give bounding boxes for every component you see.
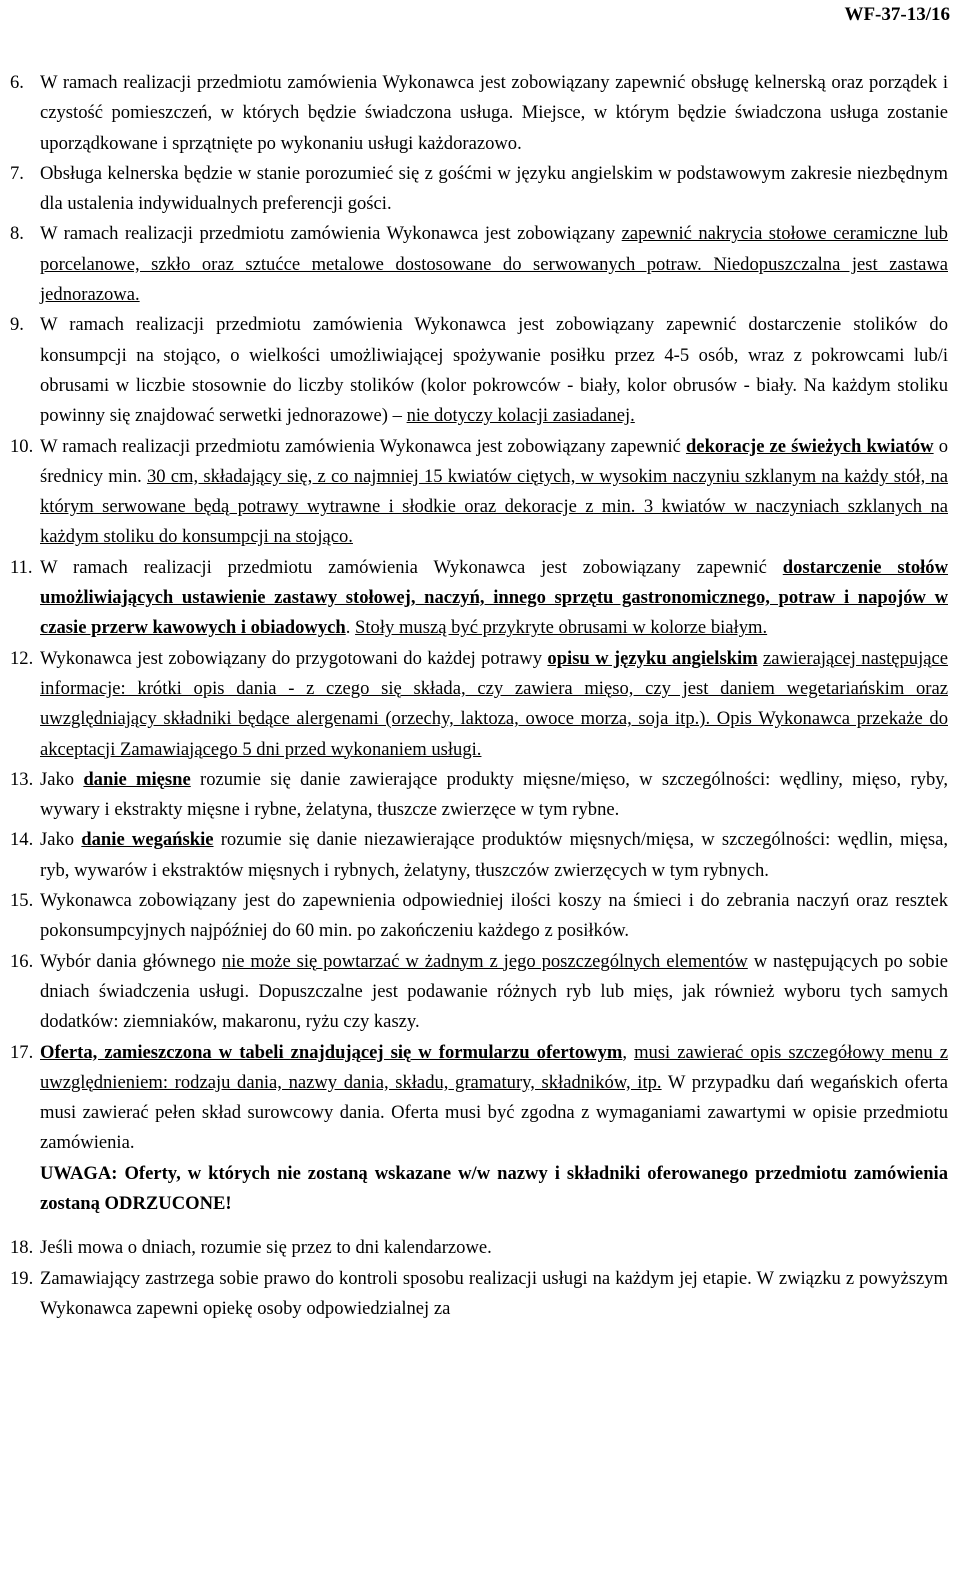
document-body	[0, 68, 960, 1324]
item-number: 12.	[10, 647, 34, 669]
list-item	[0, 1264, 960, 1325]
item-text: o średnicy min.	[40, 435, 948, 487]
item-number: 9.	[10, 314, 24, 336]
emphasized-text: 30 cm, składający się, z co najmniej 15 kwiatów ciętych, w wysokim naczyniu szklanym na każdy stół, na którym serwowane będą potrawy wytrawne i słodkie oraz dekoracje z min. 3 kwiatów w naczyniach szklanych na każdym stoliku do konsumpcji na stojąco.	[40, 465, 948, 548]
emphasized-text: opisu w języku angielskim	[547, 647, 758, 669]
item-text: Wykonawca jest zobowiązany do przygotowani do każdej potrawy	[40, 647, 548, 669]
item-text: W ramach realizacji przedmiotu zamówienia Wykonawca jest zobowiązany zapewnić	[40, 435, 686, 457]
item-text: W przypadku dań wegańskich oferta musi zawierać pełen skład surowcowy dania. Oferta musi być zgodna z wymaganiami zawartymi w opisie przedmiotu zamówienia.	[40, 1071, 949, 1154]
warning-note: UWAGA: Oferty, w których nie zostaną wskazane w/w nazwy i składniki oferowanego przedmiotu zamówienia zostaną ODRZUCONE!	[40, 1162, 948, 1214]
emphasized-text: dekoracje ze świeżych kwiatów	[685, 435, 934, 457]
item-number: 7.	[10, 162, 24, 184]
item-number: 6.	[10, 72, 24, 93]
list-item	[0, 1038, 960, 1220]
list-item	[0, 310, 960, 431]
list-item	[0, 68, 960, 159]
item-text: Obsługa kelnerska będzie w stanie porozumieć się z gośćmi w języku angielskim w podstawowym zakresie niezbędnym dla ustalenia indywidualnych preferencji gości.	[40, 162, 948, 215]
list-item	[0, 159, 960, 220]
item-text: Zamawiający zastrzega sobie prawo do kontroli sposobu realizacji usługi na każdym jej etapie. W związku z powyższym Wykonawca zapewni opiekę osoby odpowiedzialnej za	[40, 1267, 948, 1319]
item-number: 18.	[10, 1237, 34, 1259]
emphasized-text: Stoły muszą być przykryte obrusami w kolorze białym.	[355, 617, 768, 639]
item-text: w następujących po sobie dniach świadczenia usługi. Dopuszczalne jest podawanie różnych ryb lub mięs, jak również wyboru tych samych dodatków: ziemniaków, makaronu, ryżu czy kaszy.	[40, 950, 948, 1033]
item-text: W ramach realizacji przedmiotu zamówienia Wykonawca jest zobowiązany zapewnić	[40, 556, 783, 578]
list-item	[0, 886, 960, 947]
item-text: W ramach realizacji przedmiotu zamówienia Wykonawca jest zobowiązany	[40, 223, 622, 245]
emphasized-text: danie mięsne	[83, 768, 191, 790]
list-item	[0, 219, 960, 310]
item-text: .	[345, 617, 356, 639]
item-number: 10.	[10, 435, 34, 457]
emphasized-text: Oferta, zamieszczona w tabeli znajdującej się w formularzu ofertowym	[40, 1041, 623, 1063]
item-number: 13.	[10, 768, 34, 790]
item-text: rozumie się danie niezawierające produktów mięsnych/mięsa, w szczególności: wędlin, mięsa, ryb, wywarów i ekstraktów mięsnych i rybnych, żelatyny, tłuszczów zwierzęcych w tym rybnych.	[40, 829, 948, 881]
document-code: WF-37-13/16	[844, 4, 950, 25]
list-item	[0, 1233, 960, 1263]
list-item	[0, 553, 960, 644]
emphasized-text: nie może się powtarzać w żadnym z jego poszczególnych elementów	[221, 950, 748, 972]
item-text: Wybór dania głównego	[40, 950, 222, 972]
item-text: Jeśli mowa o dniach, rozumie się przez to dni kalendarzowe.	[40, 1237, 492, 1259]
list-item	[0, 644, 960, 765]
item-number: 11.	[10, 556, 33, 578]
emphasized-text: nie dotyczy kolacji zasiadanej.	[406, 405, 635, 427]
emphasized-text: zawierającej następujące informacje: krótki opis dania - z czego się składa, czy zawiera mięso, czy jest daniem wegetariańskim oraz uwzględniający składniki będące alergenami (orzechy, laktoza, owoce morza, soja itp.). Opis Wykonawca przekaże do akceptacji Zamawiającego 5 dni przed wykonaniem usługi.	[40, 647, 949, 760]
item-text: ,	[622, 1041, 635, 1063]
item-number: 19.	[10, 1267, 34, 1289]
spacer	[0, 1219, 960, 1233]
item-text: Jako	[40, 768, 84, 790]
emphasized-text: zapewnić nakrycia stołowe ceramiczne lub porcelanowe, szkło oraz sztućce metalowe dostosowane do serwowanych potraw. Niedopuszczalna jest zastawa jednorazowa.	[40, 223, 948, 306]
item-number: 17.	[10, 1041, 34, 1063]
item-number: 8.	[10, 223, 24, 245]
list-item	[0, 825, 960, 886]
list-item	[0, 765, 960, 826]
item-text: rozumie się danie zawierające produkty mięsne/mięso, w szczególności: wędliny, mięso, ryby, wywary i ekstrakty mięsne i rybne, żelatyna, tłuszcze zwierzęce w tym rybne.	[40, 768, 948, 821]
emphasized-text: musi zawierać opis szczegółowy menu z uwzględnieniem: rodzaju dania, nazwy dania, składu, gramatury, składników, itp.	[40, 1041, 949, 1093]
emphasized-text: dostarczenie stołów umożliwiających ustawienie zastawy stołowej, naczyń, innego sprzętu gastronomicznego, potraw i napojów w czasie przerw kawowych i obiadowych	[40, 556, 949, 639]
item-text: W ramach realizacji przedmiotu zamówienia Wykonawca jest zobowiązany zapewnić dostarczenie stolików do konsumpcji na stojąco, o wielkości umożliwiającej spożywanie posiłku przez 4-5 osób, wraz z pokrowcami lub/i obrusami w liczbie stosownie do liczby stolików (kolor pokrowców - biały, kolor obrusów - biały. Na każdym stoliku powinny się znajdować serwetki jednorazowe) –	[40, 314, 948, 427]
list-item	[0, 947, 960, 1038]
list-item	[0, 432, 960, 553]
item-number: 15.	[10, 890, 34, 912]
item-text: Wykonawca zobowiązany jest do zapewnienia odpowiedniej ilości koszy na śmieci i do zebrania naczyń oraz resztek pokonsumpcyjnych najpóźniej do 60 min. po zakończeniu każdego z posiłków.	[40, 890, 948, 942]
item-text: Jako	[40, 829, 82, 851]
item-number: 14.	[10, 829, 34, 851]
emphasized-text: danie wegańskie	[81, 829, 214, 851]
item-text: W ramach realizacji przedmiotu zamówienia Wykonawca jest zobowiązany zapewnić obsługę kelnerską oraz porządek i czystość pomieszczeń, w których będzie świadczona usługa. Miejsce, w którym będzie świadczona usługa zostanie uporządkowane i sprzątnięte po wykonaniu usługi każdorazowo.	[40, 72, 948, 154]
item-number: 16.	[10, 950, 34, 972]
